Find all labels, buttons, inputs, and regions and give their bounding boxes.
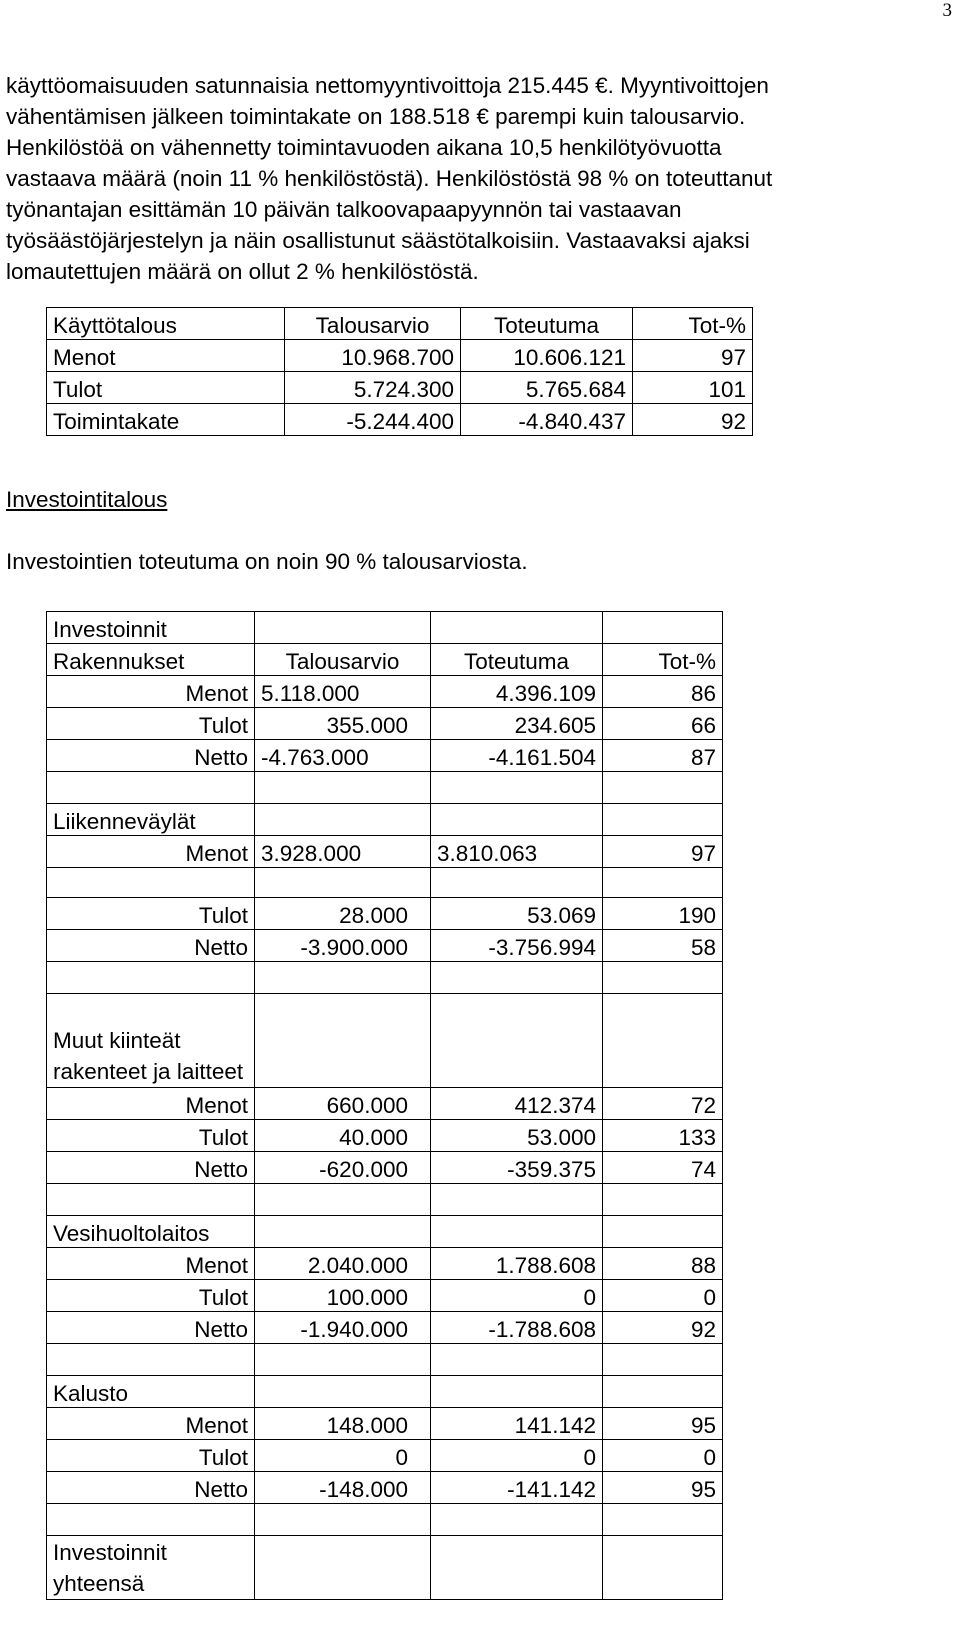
budget-value: 5.724.300 [285, 372, 461, 404]
row-label: Menot [47, 1408, 255, 1440]
category-label: Liikenneväylät [47, 804, 255, 836]
table-row [47, 1408, 723, 1440]
empty-cell [603, 1536, 723, 1600]
table-row [47, 1248, 723, 1280]
table-row [47, 994, 723, 1088]
empty-cell [603, 994, 723, 1088]
table-row [47, 1440, 723, 1472]
table-row [47, 1472, 723, 1504]
empty-cell [603, 962, 723, 994]
row-label: Tulot [47, 708, 255, 740]
table-row [47, 1376, 723, 1408]
investment-note: Investointien toteutuma on noin 90 % talousarviosta. [6, 549, 528, 574]
empty-cell [47, 868, 255, 898]
table-row [47, 612, 723, 644]
header-cell: Toteutuma [431, 644, 603, 676]
empty-cell [431, 962, 603, 994]
table-row [47, 1536, 723, 1600]
empty-cell [603, 1344, 723, 1376]
row-label: Netto [47, 740, 255, 772]
percent-value: 101 [633, 372, 753, 404]
header-cell: Käyttötalous [47, 308, 285, 340]
percent-value: 92 [633, 404, 753, 436]
budget-value: -620.000 [255, 1152, 431, 1184]
empty-cell [47, 1344, 255, 1376]
budget-value: 2.040.000 [255, 1248, 431, 1280]
percent-value: 97 [603, 836, 723, 868]
empty-cell [255, 1504, 431, 1536]
table-row [47, 1280, 723, 1312]
table-row [47, 930, 723, 962]
percent-value: 86 [603, 676, 723, 708]
row-label: Menot [47, 1088, 255, 1120]
row-label: Menot [47, 836, 255, 868]
table-row [47, 740, 723, 772]
page-number: 3 [942, 0, 952, 21]
spacer-row [47, 1504, 723, 1536]
empty-cell [431, 1536, 603, 1600]
actual-value: 10.606.121 [461, 340, 633, 372]
paragraph-line: käyttöomaisuuden satunnaisia nettomyyntivoittoja 215.445 €. Myyntivoittojen [6, 73, 769, 98]
empty-cell [603, 772, 723, 804]
percent-value: 133 [603, 1120, 723, 1152]
actual-value: 53.069 [431, 898, 603, 930]
table-row [47, 1216, 723, 1248]
percent-value: 72 [603, 1088, 723, 1120]
empty-cell [255, 1344, 431, 1376]
empty-cell [255, 994, 431, 1088]
empty-cell [431, 1344, 603, 1376]
row-label: Tulot [47, 1440, 255, 1472]
actual-value: 0 [431, 1280, 603, 1312]
table-header-row [47, 644, 723, 676]
table-row [47, 1152, 723, 1184]
empty-cell [255, 1536, 431, 1600]
row-label: Toimintakate [47, 404, 285, 436]
empty-cell [47, 1184, 255, 1216]
percent-value: 66 [603, 708, 723, 740]
spacer-row [47, 1344, 723, 1376]
table-row [47, 1088, 723, 1120]
header-cell: Toteutuma [461, 308, 633, 340]
budget-value: -148.000 [255, 1472, 431, 1504]
spacer-row [47, 962, 723, 994]
empty-cell [603, 1376, 723, 1408]
budget-value: -1.940.000 [255, 1312, 431, 1344]
percent-value: 92 [603, 1312, 723, 1344]
actual-value: 5.765.684 [461, 372, 633, 404]
table-row [47, 676, 723, 708]
category-label: Vesihuoltolaitos [47, 1216, 255, 1248]
percent-value: 97 [633, 340, 753, 372]
percent-value: 88 [603, 1248, 723, 1280]
empty-cell [431, 772, 603, 804]
paragraph-line: vastaava määrä (noin 11 % henkilöstöstä). Henkilöstöstä 98 % on toteuttanut [6, 166, 773, 191]
spacer-row [47, 868, 723, 898]
section-heading: Investointitalous [6, 487, 168, 512]
empty-cell [47, 1504, 255, 1536]
actual-value: -359.375 [431, 1152, 603, 1184]
paragraph-line: työnantajan esittämän 10 päivän talkoovapaapyynnön tai vastaavan [6, 197, 682, 222]
row-label: Tulot [47, 372, 285, 404]
actual-value: 1.788.608 [431, 1248, 603, 1280]
row-label: Tulot [47, 1280, 255, 1312]
row-label: Menot [47, 1248, 255, 1280]
header-cell: Tot-% [603, 644, 723, 676]
category-label: Kalusto [47, 1376, 255, 1408]
empty-cell [431, 804, 603, 836]
spacer-row [47, 772, 723, 804]
empty-cell [47, 962, 255, 994]
actual-value: 412.374 [431, 1088, 603, 1120]
empty-cell [255, 772, 431, 804]
table-row [47, 898, 723, 930]
budget-value: 100.000 [255, 1280, 431, 1312]
budget-value: -3.900.000 [255, 930, 431, 962]
empty-cell [431, 612, 603, 644]
empty-cell [255, 1216, 431, 1248]
header-cell: Tot-% [633, 308, 753, 340]
row-label: Menot [47, 340, 285, 372]
actual-value: -141.142 [431, 1472, 603, 1504]
header-cell: Rakennukset [47, 644, 255, 676]
empty-cell [603, 868, 723, 898]
table-row [47, 1120, 723, 1152]
budget-value: 148.000 [255, 1408, 431, 1440]
actual-value: -3.756.994 [431, 930, 603, 962]
table-row [47, 340, 753, 372]
empty-cell [255, 1184, 431, 1216]
paragraph-line: lomautettujen määrä on ollut 2 % henkilöstöstä. [6, 259, 479, 284]
header-cell: Talousarvio [255, 644, 431, 676]
actual-value: 141.142 [431, 1408, 603, 1440]
table-row [47, 708, 723, 740]
investoinnit-table [46, 611, 723, 1600]
paragraph-line: työsäästöjärjestelyn ja näin osallistunut säästötalkoisiin. Vastaavaksi ajaksi [6, 228, 750, 253]
empty-cell [255, 1376, 431, 1408]
percent-value: 95 [603, 1408, 723, 1440]
empty-cell [431, 1504, 603, 1536]
empty-cell [431, 1184, 603, 1216]
budget-value: 355.000 [255, 708, 431, 740]
empty-cell [603, 804, 723, 836]
empty-cell [603, 1184, 723, 1216]
empty-cell [255, 868, 431, 898]
header-cell: Talousarvio [285, 308, 461, 340]
percent-value: 0 [603, 1440, 723, 1472]
budget-value: -4.763.000 [255, 740, 431, 772]
percent-value: 0 [603, 1280, 723, 1312]
kayttotalous-table [46, 307, 753, 436]
row-label: Netto [47, 1312, 255, 1344]
empty-cell [431, 1376, 603, 1408]
empty-cell [431, 1216, 603, 1248]
budget-value: 5.118.000 [255, 676, 431, 708]
empty-cell [431, 994, 603, 1088]
percent-value: 58 [603, 930, 723, 962]
paragraph-line: Henkilöstöä on vähennetty toimintavuoden aikana 10,5 henkilötyövuotta [6, 135, 722, 160]
row-label: Netto [47, 1472, 255, 1504]
table-header-row [47, 308, 753, 340]
row-label: Netto [47, 930, 255, 962]
total-label: Investoinnit yhteensä [47, 1536, 255, 1600]
actual-value: -4.161.504 [431, 740, 603, 772]
paragraph-line: vähentämisen jälkeen toimintakate on 188.518 € parempi kuin talousarvio. [6, 104, 746, 129]
budget-value: 0 [255, 1440, 431, 1472]
empty-cell [603, 1216, 723, 1248]
actual-value: 234.605 [431, 708, 603, 740]
body-paragraph [6, 70, 926, 287]
empty-cell [603, 1504, 723, 1536]
table-row [47, 804, 723, 836]
percent-value: 95 [603, 1472, 723, 1504]
spacer-row [47, 1184, 723, 1216]
actual-value: 3.810.063 [431, 836, 603, 868]
table-row [47, 372, 753, 404]
actual-value: 4.396.109 [431, 676, 603, 708]
row-label: Tulot [47, 1120, 255, 1152]
percent-value: 87 [603, 740, 723, 772]
row-label: Netto [47, 1152, 255, 1184]
table-row [47, 1312, 723, 1344]
budget-value: 3.928.000 [255, 836, 431, 868]
budget-value: 40.000 [255, 1120, 431, 1152]
empty-cell [255, 804, 431, 836]
actual-value: 0 [431, 1440, 603, 1472]
budget-value: 28.000 [255, 898, 431, 930]
table-row [47, 836, 723, 868]
percent-value: 74 [603, 1152, 723, 1184]
empty-cell [47, 772, 255, 804]
row-label: Menot [47, 676, 255, 708]
actual-value: 53.000 [431, 1120, 603, 1152]
table-row [47, 404, 753, 436]
empty-cell [255, 962, 431, 994]
empty-cell [255, 612, 431, 644]
category-label: Muut kiinteät rakenteet ja laitteet [47, 994, 255, 1088]
budget-value: 660.000 [255, 1088, 431, 1120]
table-title: Investoinnit [47, 612, 255, 644]
budget-value: 10.968.700 [285, 340, 461, 372]
empty-cell [431, 868, 603, 898]
row-label: Tulot [47, 898, 255, 930]
actual-value: -4.840.437 [461, 404, 633, 436]
budget-value: -5.244.400 [285, 404, 461, 436]
empty-cell [603, 612, 723, 644]
percent-value: 190 [603, 898, 723, 930]
actual-value: -1.788.608 [431, 1312, 603, 1344]
